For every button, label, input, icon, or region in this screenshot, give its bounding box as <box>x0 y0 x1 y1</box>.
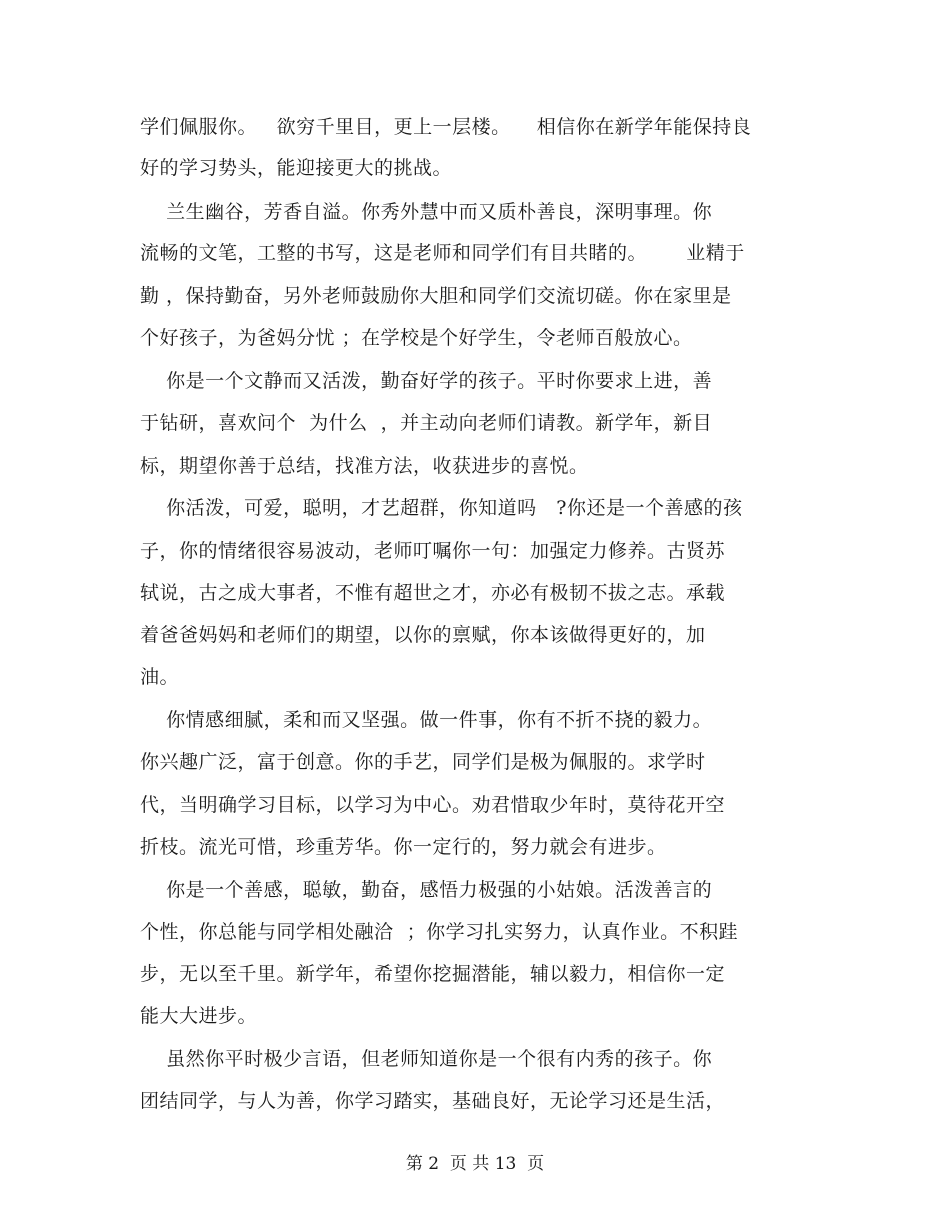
page-number-footer: 第 2 页 共 13 页 <box>405 1154 545 1174</box>
text-line: 你是一个文静而又活泼，勤奋好学的孩子。平时你要求上进，善 <box>140 370 713 392</box>
text-line: 你活泼，可爱，聪明，才艺超群，你知道吗 ?你还是一个善感的孩 <box>140 497 743 519</box>
text-line: 个性，你总能与同学相处融洽 ；你学习扎实努力，认真作业。不积跬 <box>140 921 739 943</box>
text-line: 虽然你平时极少言语，但老师知道你是一个很有内秀的孩子。你 <box>140 1048 713 1070</box>
text-line: 代，当明确学习目标，以学习为中心。劝君惜取少年时，莫待花开空 <box>140 794 726 816</box>
text-line: 你情感细腻，柔和而又坚强。做一件事，你有不折不挠的毅力。 <box>140 709 713 731</box>
text-line: 油。 <box>140 666 180 688</box>
text-line: 标，期望你善于总结，找准方法，收获进步的喜悦。 <box>140 455 589 477</box>
text-line: 学们佩服你。 欲穷千里目，更上一层楼。 相信你在新学年能保持良 <box>140 116 752 138</box>
text-line: 你是一个善感，聪敏，勤奋，感悟力极强的小姑娘。活泼善言的 <box>140 879 713 901</box>
text-line: 好的学习势头，能迎接更大的挑战。 <box>140 157 453 179</box>
text-line: 流畅的文笔，工整的书写，这是老师和同学们有目共睹的。 业精于 <box>140 242 745 264</box>
text-line: 兰生幽谷，芳香自溢。你秀外慧中而又质朴善良，深明事理。你 <box>140 201 713 223</box>
text-line: 团结同学，与人为善，你学习踏实，基础良好，无论学习还是生活， <box>140 1090 726 1112</box>
text-line: 子，你的情绪很容易波动，老师叮嘱你一句：加强定力修养。古贤苏 <box>140 540 726 562</box>
text-line: 于钻研，喜欢问个 为什么 ，并主动向老师们请教。新学年，新目 <box>140 412 713 434</box>
text-line: 折枝。流光可惜，珍重芳华。你一定行的，努力就会有进步。 <box>140 836 667 858</box>
text-line: 步，无以至千里。新学年，希望你挖掘潜能，辅以毅力，相信你一定 <box>140 963 726 985</box>
text-line: 勤 ，保持勤奋，另外老师鼓励你大胆和同学们交流切磋。你在家里是 <box>140 285 732 307</box>
text-line: 轼说，古之成大事者，不惟有超世之才，亦必有极韧不拔之志。承载 <box>140 582 726 604</box>
text-line: 你兴趣广泛，富于创意。你的手艺，同学们是极为佩服的。求学时 <box>140 751 706 773</box>
text-line: 能大大进步。 <box>140 1005 258 1027</box>
text-line: 着爸爸妈妈和老师们的期望，以你的禀赋，你本该做得更好的，加 <box>140 624 706 646</box>
text-line: 个好孩子，为爸妈分忧 ；在学校是个好学生，令老师百般放心。 <box>140 327 693 349</box>
